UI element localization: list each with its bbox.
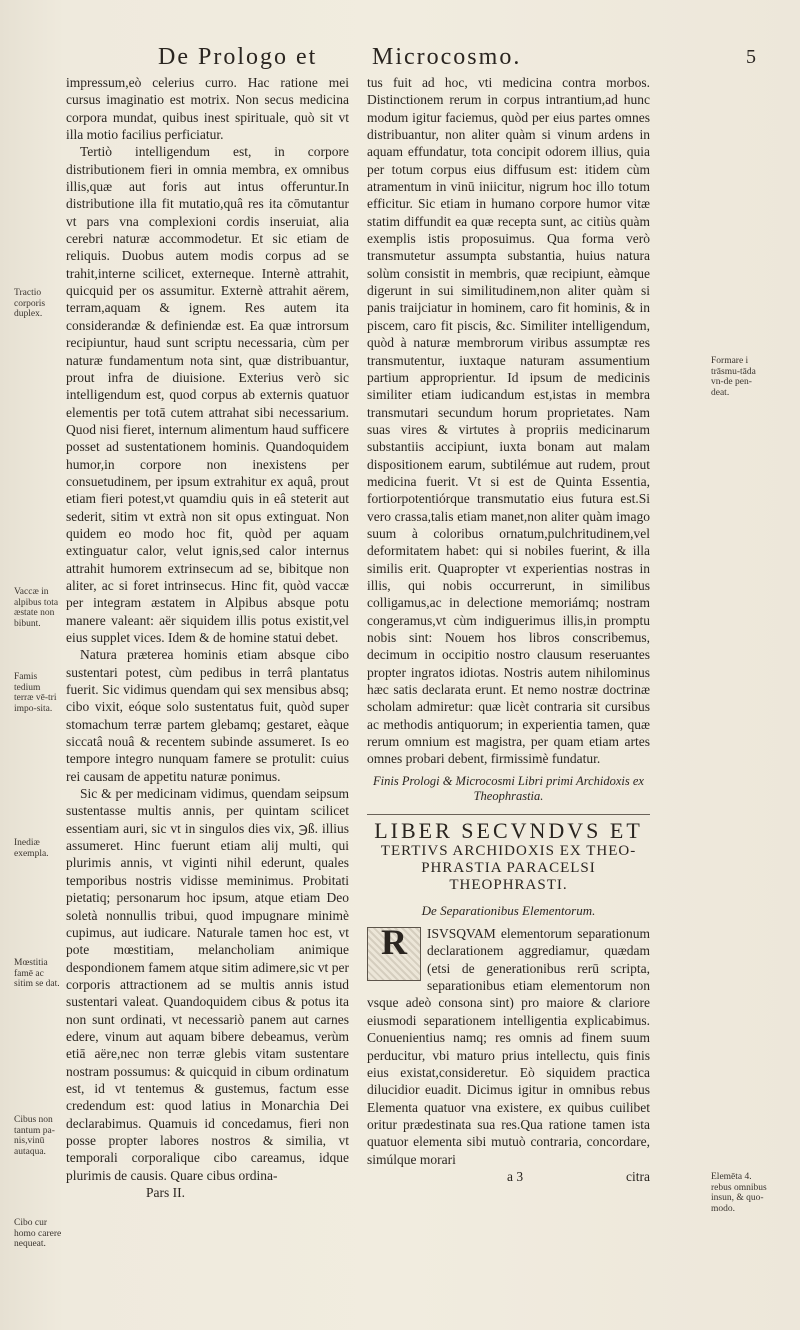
margin-note: Vaccæ in alpibus tota æstate non bibunt. <box>14 587 59 629</box>
signature-mark: a 3 <box>507 1168 524 1184</box>
signature-mark: Pars II. <box>146 1185 185 1200</box>
margin-note: Cibo cur homo carere nequeat. <box>14 1218 62 1249</box>
catchword: citra <box>626 1168 650 1184</box>
drop-cap <box>367 922 421 981</box>
drop-cap-letter: R <box>381 922 407 963</box>
left-paragraph: Tertiò intelligendum est, in corpore distributionem fieri in omnia membra, ex omnibus illis,quæ aut foris aut intus offeruntur.In distributione illa fit mutatio,quâ res ita cōmutantur vt pars vna complexioni cordis inseruiat, alia cerebri naturæ accommodetur. Et sic etiam de reliquis. Duobus autem modis corpus ad se trahit,interne scilicet, externeque. Internè attrahit, quicquid per os assumitur. Externè attrahit aërem, terram,aquam & ignem. Res autem ita considerandæ & definiendæ est. Ea quæ introrsum recipiuntur, haud sunt scriptu necessaria, cùm per naturæ fundamentum nota sint, quæ distribuantur, prout infra de diuisione. Exterius verò sic intelligendum est, quod corpus ab externis quatuor elementis per totā cutem attrahat sibi necessarium. Quod nisi fieret, internum alimentum haud sufficere posset ad sustentationem hominis. Quandoquidem humor,in corpore non inexistens per consuetudinem, per ipsum extrahitur ex aquâ, prout etiam fieri potest,vt quamdiu quis in eâ steterit aut sederit, sitim vt extrà non sit opus extinguat. Non quidem eo modo hoc fit, quòd per aquam extinguatur calor, velut ignis,sed calor internus attrahit humorem extrinsecum ad se, bibitque non aliter, ac si foret intrinsecus. Hinc fit, quòd vaccæ per integram æstatem in Alpibus absque potu manere valeant: aër siquidem illis potus existit,vel eius supplet vices. Idem & de homine statui debet. <box>66 144 349 645</box>
right-paragraph: tus fuit ad hoc, vti medicina contra morbos. Distinctionem rerum in corpus intrantium,ad hunc modum igitur faciemus, quòd per eius partes omnes distribuantur, non aliter quàm si vinum ardens in aquam effundatur, tota concipit odorem illius, quia per totum corpus eius diffusum est: itidem cùm atramentum in vinū iniicitur, nigrum hoc illo totum efficitur. Sic etiam in humano corpore humor vitæ statim diffundit ea quæ recepta sunt, ac citiùs quàm exemplis istis proposuimus. Qua forma verò transmutetur assumpta substantia, huius natura solùm consistit in membris, quæ recipiunt, eàmque digerunt in sui similitudinem,non aliter quàm si panis traijciatur in hominem, caro fit hominis, & in piscem, caro fit piscis, &c. Similiter intelligendum, quòd à naturæ membrorum viribus assumptæ res transmutentur, iuxtaque naturam assumentium partium approprientur. Id ipsum de medicinis similiter etiam iudicandum est,istas in membra transmutari secundum horum proprietates. Nam suas vires & virtutes à propriis medicinarum substantiis accipiunt, iuxta bonam aut malam dispositionem earum, subtilémue aut rudem, prout medicina fuerit. Vt si est de Quinta Essentia, fortiorpotentiórque transmutatio eius futura est.Si vero crassa,talis etiam manet,non aliter quàm imago suum à coloribus ornatum,pulchritudinem,vel deformitatem habet: qui si nobiles fuerint, & illa similis erit. Quapropter vt experientias nostras in illis, qui nobis occurrerunt, in similibus colligamus,ac in delectione memoriámq; nostram congeramus,vt cùm indiguerimus illis,in promptu nobis sint: Nouem hos libros conscribemus, decimum in occipitio nostro clausum reseruantes propter ingratos idiotas. Nostris autem nihilominus hæc satis declarata erunt. Et nemo nostræ doctrinæ scholam admiretur: quæ licèt contraria sit cursibus ac methodis antiquorum; in experientia tamen, quæ rerum omnium est magistra, per quam etiam artes omnes probari debent, firmissimè fundatur. <box>367 75 650 767</box>
book-subtitle: PHRASTIA PARACELSI THEOPHRASTI. <box>421 859 596 893</box>
margin-note: Formare i trāsmu-tāda vn-de pen-deat. <box>711 356 756 398</box>
page-number: 5 <box>746 46 758 68</box>
margin-note: Inediæ exempla. <box>14 838 49 859</box>
right-paragraph: ISVSQVAM elementorum separationum declarationem aggrediamur, quædam (etsi de generationibus rerū scripta, separationibus etiam elementorum non vsque adeò consona sint) pro maiore & clariore eiusmodi separationem intelligentia explicabimus. Conuenientius namq; res omnis ad finem suum perducitur, vbi maturo prius intellectu, quis finis eius existat,consideretur. Eò siquidem practica dilucidior euadit. Dicimus igitur in omnibus rebus Elementa quatuor vna existere, ex quibus cuilibet oritur prædestinata sua res.Qua ratione tamen ista quatuor elementa sibi mutuò contraria, concordare, simúlque morari <box>367 926 650 1167</box>
section-title: De Separationibus Elementorum. <box>421 902 596 918</box>
header-left: De Prologo et <box>158 44 318 70</box>
margin-note: Famis tedium terræ vē-tri impo-sita. <box>14 672 57 714</box>
margin-note: Cibus non tantum pa-nis,vinū autaqua. <box>14 1115 55 1157</box>
left-paragraph: Sic & per medicinam vidimus, quendam seipsum sustentasse multis annis, per quintam scilicet essentiam auri, sic vt in singulos dies vix, ℈ß. illius assumeret. Hinc fuerunt etiam alij multi, qui plurimis annis, vt viginti nihil ederunt, quales temporibus nostris vidisse meminimus. Probitati pietatiq; personarum hoc ipsum, atque etiam Deo soletà nonnullis tribui, quod impugnare minimè cupimus, aut iudicare. Naturale tamen hoc est, vt pote mœstitiam, melancholiam animique despondionem famem atque sitim adimere,sic vt per corporis attractionem ad se multis annis istud sustentari valeat. Quandoquidem cibus & potus ita non sunt ordinati, vt necessariò panem aut carnes edere, vinum aut aquam bibere debeamus, verùm etiā aëre,nec non terræ glebis vitam sustentare nostram possumus: & quicquid in cibum ordinatum est, id vt tentemus & gustemus, factum esse credendum est: quod latius in Monarchia Dei declarabimus. Quamuis id concedamus, fieri non posse propter labores nostros & similia, vt temporali corporalique cibo careamus, idque plurimis de causis. Quare cibus ordina- <box>66 786 349 1183</box>
margin-note: Mœstitia famē ac sitim se dat. <box>14 958 60 989</box>
header-right: Microcosmo. <box>372 44 522 70</box>
right-column <box>367 74 650 1186</box>
right-footer <box>367 1168 650 1186</box>
book-title: LIBER SECVNDVS ET <box>374 817 643 843</box>
divider <box>367 814 650 815</box>
left-paragraph: Natura præterea hominis etiam absque cibo sustentari potest, cùm pedibus in terrâ plantatus fuerit. Sic vidimus quendam qui sex mensibus absq; cibo vixit, eóque solo sustentatus fuit, quòd super stomachum terræ partem glebamq; gestaret, eàque siccatâ nouâ & recentem subinde assumeret. Is eo tempore integro nunquam famere se protulit: cuius rei causam de appetitu naturæ ponimus. <box>66 647 349 784</box>
book-subtitle: TERTIVS ARCHIDOXIS EX THEO- <box>380 842 637 859</box>
finis-line: Finis Prologi & Microcosmi Libri primi Archidoxis ex Theophrastia. <box>373 773 644 803</box>
running-header <box>158 44 766 72</box>
margin-note: Elemēta 4. rebus omnibus insun, & quo-modo. <box>711 1172 767 1214</box>
left-paragraph: impressum,eò celerius curro. Hac ratione mei cursus imaginatio est motrix. Non secus medicina corpora mundat, quibus inest spirituale, quò sit vt illa motio facilius perficiatur. <box>66 75 349 143</box>
left-column <box>66 74 349 1201</box>
margin-note: Tractio corporis duplex. <box>14 288 46 319</box>
left-footer <box>66 1184 349 1201</box>
